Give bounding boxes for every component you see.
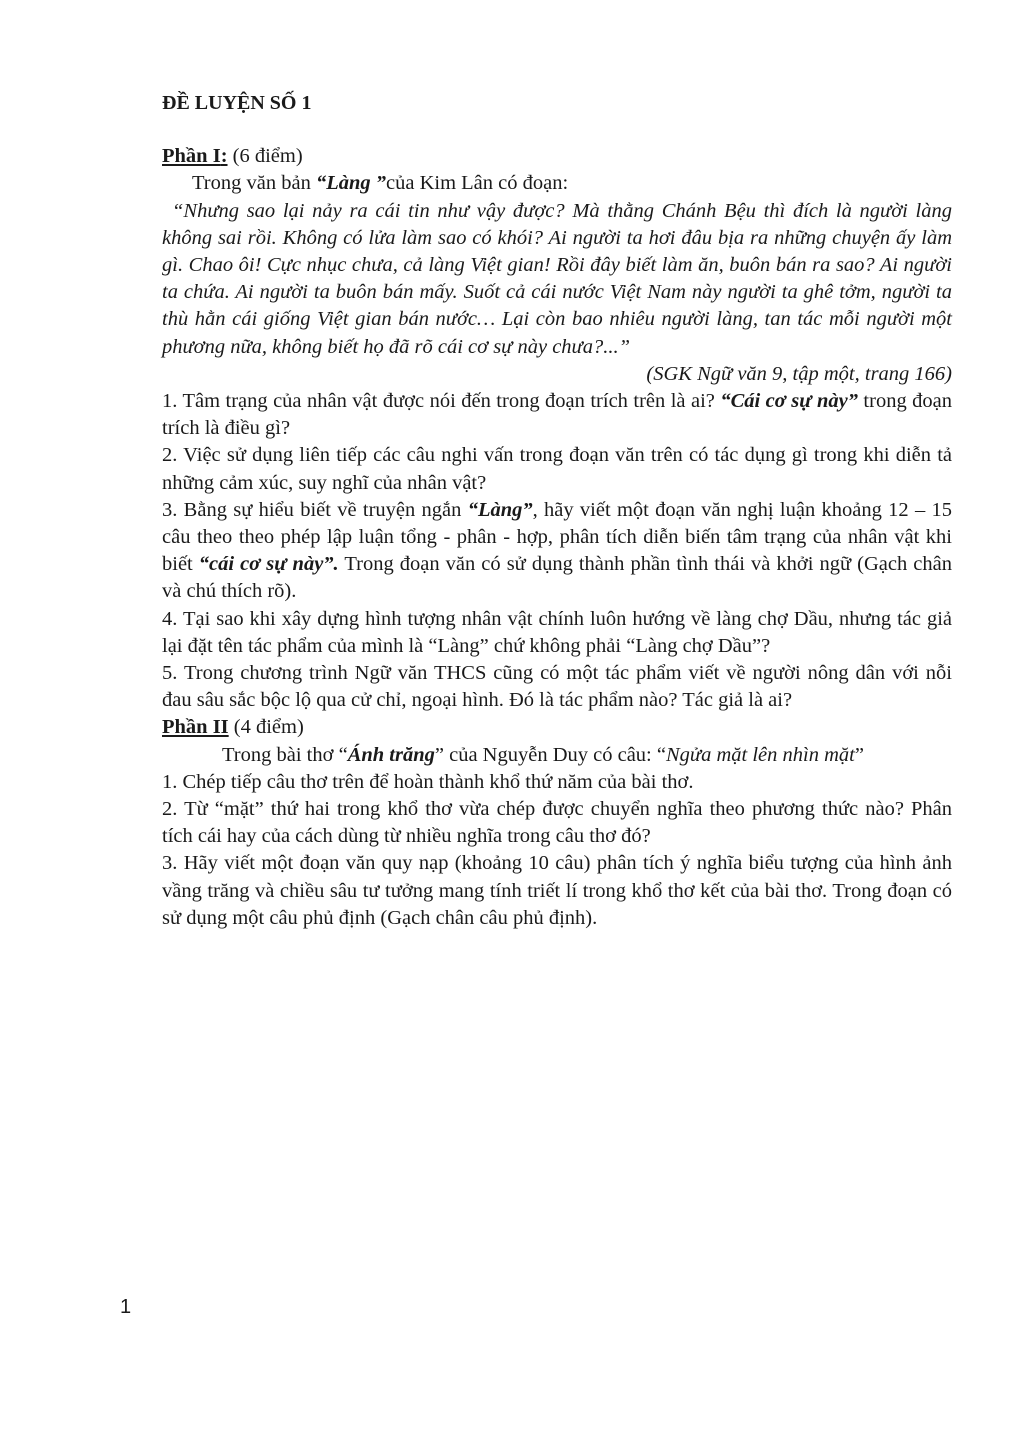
q3-text: 3. Bằng sự hiểu biết về truyện ngắn xyxy=(162,498,468,521)
part2-label: Phần II xyxy=(162,716,229,739)
part2-intro-text-2: ” của Nguyễn Duy có câu: “ xyxy=(434,743,666,766)
part2-question-1: 1. Chép tiếp câu thơ trên để hoàn thành khổ thứ năm của bài thơ. xyxy=(162,770,694,793)
part1-label: Phần I xyxy=(162,145,221,168)
part2-question-3: 3. Hãy viết một đoạn văn quy nạp (khoảng 10 câu) phân tích ý nghĩa biểu tượng của hình ảnh vầng trăng và chiều sâu tư tưởng mang tính triết lí trong khổ thơ kết của bài thơ. Trong đoạn có sử dụng một câu phủ định (Gạch chân câu phủ định). xyxy=(162,852,952,929)
part1-work-title: “Làng ” xyxy=(315,172,387,195)
part1-question-5: 5. Trong chương trình Ngữ văn THCS cũng có một tác phẩm viết về người nông dân với nỗi đau sâu sắc bộc lộ qua cử chỉ, ngoại hình. Đó là tác phẩm nào? Tác giả là ai? xyxy=(162,662,952,712)
part1-colon: : xyxy=(220,145,228,168)
page-number: 1 xyxy=(120,1296,132,1318)
part1-question-1 xyxy=(162,388,952,442)
part1-intro xyxy=(162,170,952,197)
part1-points: (6 điểm) xyxy=(227,145,303,168)
q1-text: 1. Tâm trạng của nhân vật được nói đến trong đoạn trích trên là ai? xyxy=(162,390,721,413)
part1-question-4: 4. Tại sao khi xây dựng hình tượng nhân vật chính luôn hướng về làng chợ Dầu, nhưng tác giả lại đặt tên tác phẩm của mình là “Làng” chứ không phải “Làng chợ Dầu”? xyxy=(162,607,952,657)
excerpt-quote: “Nhưng sao lại nảy ra cái tin như vậy được? Mà thằng Chánh Bệu thì đích là người làng không sai rồi. Không có lửa làm sao có khói? Ai người ta hơi đâu bịa ra những chuyện ấy làm gì. Chao ôi! Cực nhục chưa, cả làng Việt gian! Rồi đây biết làm ăn, buôn bán ra sao? Ai người ta chứa. Ai người ta buôn bán mấy. Suốt cả cái nước Việt Nam này người ta ghê tởm, người ta thù hằn cái giống Việt gian bán nước… Lại còn bao nhiêu người làng, tan tác mỗi người một phương nữa, không biết họ đã rõ cái cơ sự này chưa?...” xyxy=(162,199,952,358)
part2-points: (4 điểm) xyxy=(228,716,304,739)
excerpt-source: (SGK Ngữ văn 9, tập một, trang 166) xyxy=(646,362,952,385)
q1-emphasis: “Cái cơ sự này” xyxy=(720,390,858,413)
exam-title: ĐỀ LUYỆN SỐ 1 xyxy=(162,92,312,114)
q3-text-3: Trong đoạn văn có sử dụng thành phần tình thái và khởi ngữ (Gạch chân và chú thích rõ). xyxy=(162,553,952,603)
part2-question-2: 2. Từ “mặt” thứ hai trong khổ thơ vừa chép được chuyển nghĩa theo phương thức nào? Phân tích cái hay của cách dùng từ nhiều nghĩa trong câu thơ đó? xyxy=(162,798,952,848)
q3-work-title: “Làng” xyxy=(467,498,533,521)
part2-intro xyxy=(162,742,952,769)
exam-page xyxy=(162,90,952,932)
part2-poem-line: Ngửa mặt lên nhìn mặt xyxy=(665,743,855,766)
part2-poem-title: Ánh trăng xyxy=(347,743,435,766)
q3-emphasis: “cái cơ sự này”. xyxy=(198,553,339,576)
part2-intro-text-3: ” xyxy=(854,743,864,766)
part2-heading xyxy=(162,714,952,741)
part2-intro-text: Trong bài thơ “ xyxy=(222,743,348,766)
part1-question-3 xyxy=(162,497,952,606)
q3-text-2: , hãy viết một đoạn văn nghị luận khoảng 12 – 15 câu theo theo phép lập luận tổng - phân - hợp, phân tích diễn biến tâm trạng của nhân vật khi biết xyxy=(162,498,952,576)
part1-heading xyxy=(162,143,952,170)
part1-intro-text: Trong văn bản xyxy=(192,172,316,195)
part1-intro-text-2: của Kim Lân có đoạn: xyxy=(386,172,569,195)
part1-question-2: 2. Việc sử dụng liên tiếp các câu nghi vấn trong đoạn văn trên có tác dụng gì trong khi diễn tả những cảm xúc, suy nghĩ của nhân vật? xyxy=(162,444,952,494)
q1-text-2: trong đoạn trích là điều gì? xyxy=(162,390,953,440)
